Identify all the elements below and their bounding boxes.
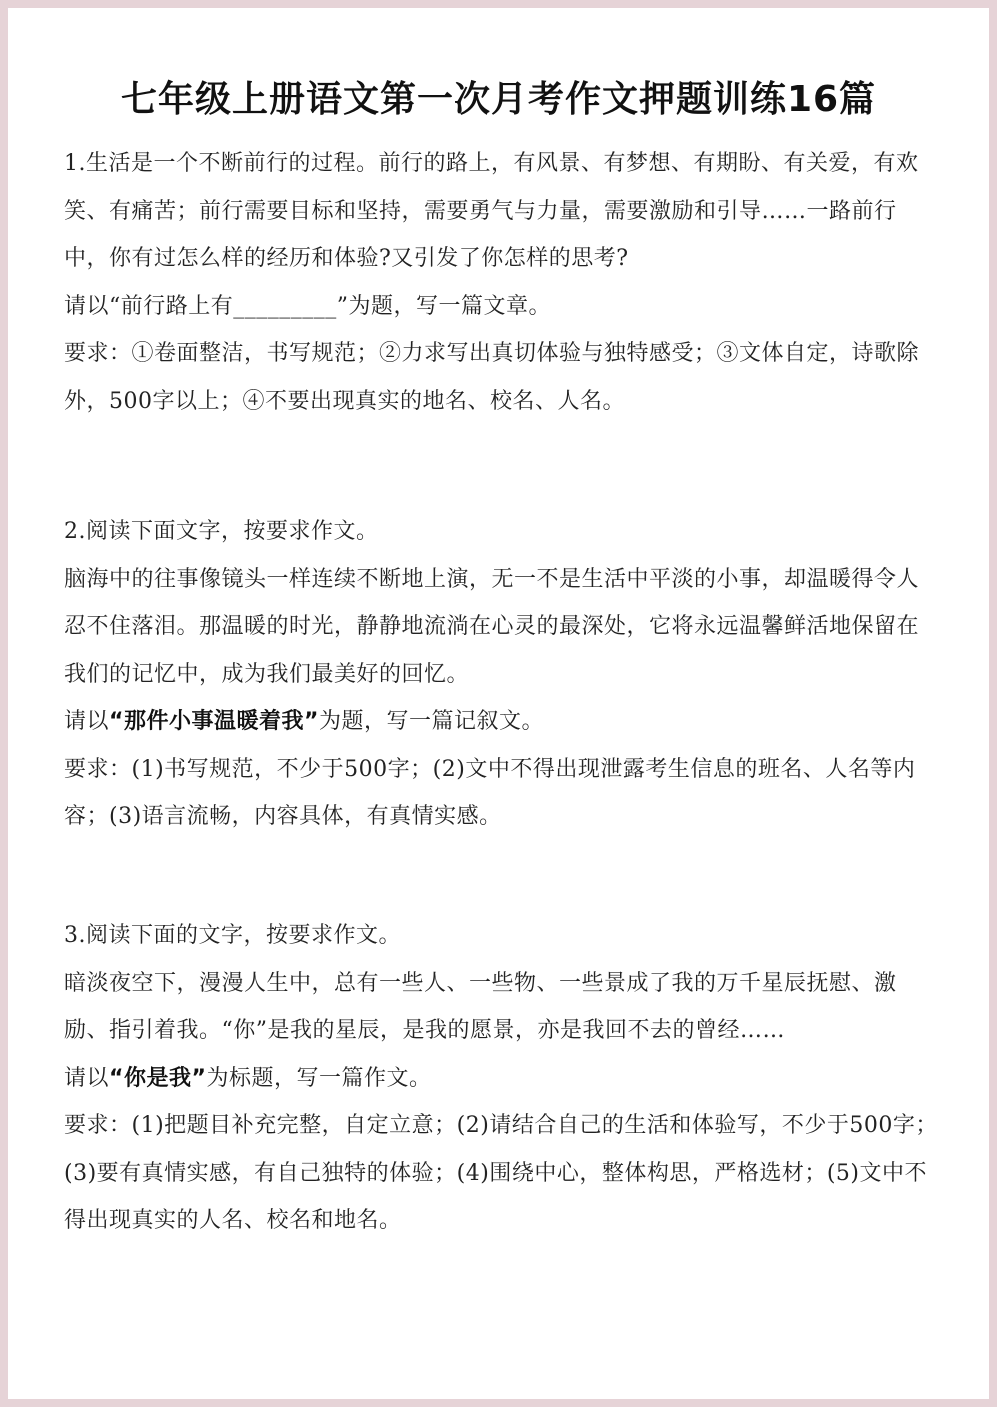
question-3-task-suffix: 为标题，写一篇作文。 [206,1065,432,1091]
question-2-material: 脑海中的往事像镜头一样连续不断地上演，无一不是生活中平淡的小事，却温暖得令人忍不住落泪。那温暖的时光，静静地流淌在心灵的最深处，它将永远温馨鲜活地保留在我们的记忆中，成为我们最美好的回忆。 [64,566,920,687]
question-3-material: 暗淡夜空下，漫漫人生中，总有一些人、一些物、一些景成了我的万千星辰抚慰、激励、指引着我。“你”是我的星辰，是我的愿景，亦是我回不去的曾经…… [64,970,897,1043]
question-2-task [64,698,940,746]
question-1 [64,140,940,425]
document-page [8,8,989,1399]
question-2-heading: 2.阅读下面文字，按要求作文。 [64,519,379,544]
question-3-requirements: 要求：(1)把题目补充完整，自定立意；(2)请结合自己的生活和体验写，不少于500字；(3)要有真情实感，有自己独特的体验；(4)围绕中心，整体构思，严格选材；(5)文中不得出现真实的人名、校名和地名。 [64,1113,938,1233]
question-2-requirements: 要求：(1)书写规范，不少于500字；(2)文中不得出现泄露考生信息的班名、人名等内容；(3)语言流畅，内容具体，有真情实感。 [64,756,916,829]
question-1-requirements: 要求：①卷面整洁，书写规范；②力求写出真切体验与独特感受；③文体自定，诗歌除外，500字以上；④不要出现真实的地名、校名、人名。 [64,341,920,414]
question-3 [64,912,940,1245]
question-3-task-prefix: 请以 [64,1065,110,1091]
question-1-prompt: 1.生活是一个不断前行的过程。前行的路上，有风景、有梦想、有期盼、有关爱，有欢笑、有痛苦；前行需要目标和坚持，需要勇气与力量，需要激励和引导……一路前行中，你有过怎么样的经历和体验?又引发了你怎样的思考? [64,151,919,271]
question-2-task-suffix: 为题，写一篇记叙文。 [318,709,544,734]
question-1-task: 请以“前行路上有_________”为题，写一篇文章。 [64,293,551,319]
question-2-task-prefix: 请以 [64,709,110,734]
question-3-essay-title: “你是我” [109,1065,207,1091]
document-title: 七年级上册语文第一次月考作文押题训练16篇 [120,79,877,120]
question-3-task [64,1055,940,1103]
question-2-essay-title: “那件小事温暖着我” [109,709,319,734]
question-3-heading: 3.阅读下面的文字，按要求作文。 [64,923,401,948]
question-2 [64,508,940,841]
